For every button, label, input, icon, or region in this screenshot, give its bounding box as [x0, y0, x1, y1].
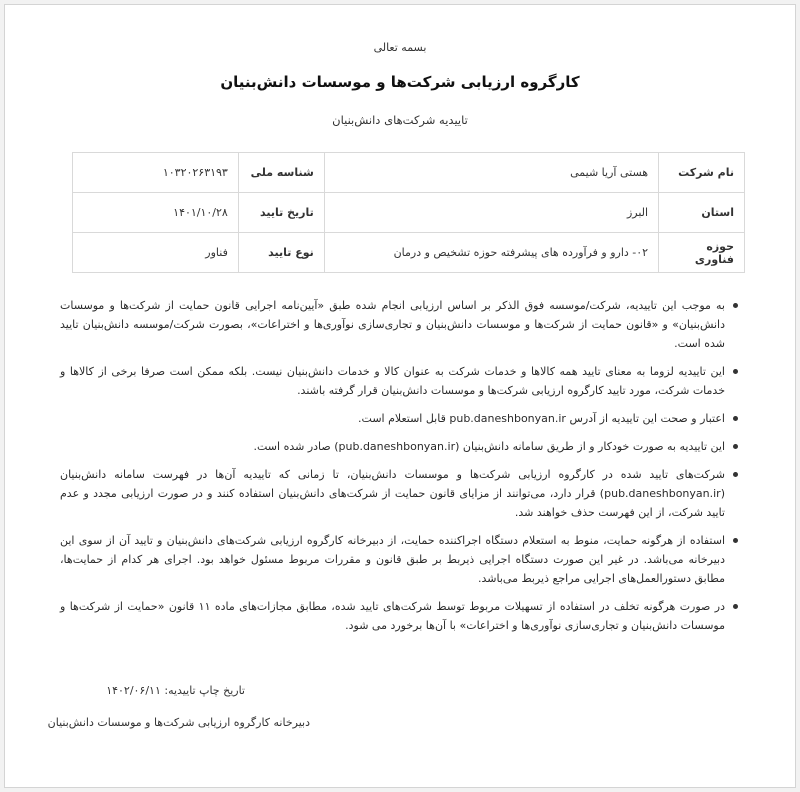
page-title: کارگروه ارزیابی شرکت‌ها و موسسات دانش‌بنیان: [220, 73, 580, 91]
approval-type-label: نوع تایید: [238, 233, 324, 273]
list-item: [60, 296, 738, 353]
list-item: [60, 465, 738, 522]
approval-type-value: فناور: [73, 233, 239, 273]
list-item: [60, 597, 738, 635]
company-name-value: هستی آریا شیمی: [324, 153, 658, 193]
company-info-table: [72, 152, 745, 273]
bullet-icon: [733, 369, 738, 374]
bullet-icon: [733, 303, 738, 308]
bullet-icon: [733, 416, 738, 421]
approval-date-value: ۱۴۰۱/۱۰/۲۸: [73, 193, 239, 233]
note-text: به موجب این تاییدیه، شرکت/موسسه فوق الذکر بر اساس ارزیابی انجام شده طبق «آیین‌نامه اجرایی قانون حمایت از شرکت‌ها و موسسات دانش‌بنیان» و «قانون حمایت از شرکت‌ها و موسسات دانش‌بنیان و تجاری‌سازی نوآوری‌ها و اختراعات»، بصورت شرکت/موسسه دانش‌بنیان تایید شده است.: [60, 299, 725, 350]
table-row: [73, 193, 745, 233]
page-subtitle: تاییدیه شرکت‌های دانش‌بنیان: [332, 113, 468, 127]
bullet-icon: [733, 604, 738, 609]
bullet-icon: [733, 444, 738, 449]
note-text: در صورت هرگونه تخلف در استفاده از تسهیلات مربوط توسط شرکت‌های تایید شده، مطابق مجازات‌های ماده ۱۱ قانون «حمایت از شرکت‌ها و موسسات دانش‌بنیان و تجاری‌سازی نوآوری‌ها و اختراعات» با آن‌ها برخورد می شود.: [60, 600, 725, 632]
note-text: این تاییدیه لزوما به معنای تایید همه کالاها و خدمات شرکت به عنوان کالا و خدمات دانش‌بنیان نیست. بلکه ممکن است صرفا برخی از کالاها و خدمات شرکت، مورد تایید کارگروه ارزیابی شرکت‌ها و موسسات دانش‌بنیان قرار گرفته باشند.: [60, 365, 725, 397]
print-date: تاریخ چاپ تاییدیه: ۱۴۰۲/۰۶/۱۱: [106, 684, 245, 697]
bullet-icon: [733, 538, 738, 543]
secretariat-signature: دبیرخانه کارگروه ارزیابی شرکت‌ها و موسسات دانش‌بنیان: [47, 716, 310, 729]
national-id-label: شناسه ملی: [238, 153, 324, 193]
list-item: [60, 362, 738, 400]
note-text: استفاده از هرگونه حمایت، منوط به استعلام دستگاه اجراکننده حمایت، از دبیرخانه کارگروه ارزیابی شرکت‌های دانش‌بنیان و تایید آن از سوی این دبیرخانه می‌باشد. در غیر این صورت دستگاه اجرایی ذیربط بر طبق قانون و مقررات مربوط مسئول خواهد بود. اجرای هر کدام از حمایت‌ها، مطابق دستورالعمل‌های اجرایی مراجع ذیربط می‌باشد.: [60, 534, 725, 585]
table-row: [73, 153, 745, 193]
bullet-icon: [733, 472, 738, 477]
bismillah-heading: بسمه تعالی: [373, 41, 427, 54]
note-text: این تاییدیه به صورت خودکار و از طریق سامانه دانش‌بنیان (pub.daneshbonyan.ir) صادر شده است.: [253, 440, 725, 453]
note-text: اعتبار و صحت این تاییدیه از آدرس pub.daneshbonyan.ir قابل استعلام است.: [358, 412, 725, 425]
tech-field-label: حوزه فناوری: [659, 233, 745, 273]
notes-list: [60, 296, 738, 644]
national-id-value: ۱۰۳۲۰۲۶۳۱۹۳: [73, 153, 239, 193]
table-row: [73, 233, 745, 273]
province-value: البرز: [324, 193, 658, 233]
list-item: [60, 437, 738, 456]
approval-date-label: تاریخ تایید: [238, 193, 324, 233]
province-label: استان: [659, 193, 745, 233]
certificate-page: [4, 4, 796, 788]
list-item: [60, 409, 738, 428]
note-text: شرکت‌های تایید شده در کارگروه ارزیابی شرکت‌ها و موسسات دانش‌بنیان، تا زمانی که تاییدیه آن‌ها در فهرست سامانه دانش‌بنیان (pub.daneshbonyan.ir) قرار دارد، می‌توانند از مزایای قانون حمایت از شرکت‌های دانش‌بنیان استفاده کنند و در صورت ارزیابی مجدد و عدم تایید شرکت، از این فهرست حذف خواهند شد.: [60, 468, 725, 519]
list-item: [60, 531, 738, 588]
company-name-label: نام شرکت: [659, 153, 745, 193]
tech-field-value: ۰۲- دارو و فرآورده های پیشرفته حوزه تشخیص و درمان: [324, 233, 658, 273]
